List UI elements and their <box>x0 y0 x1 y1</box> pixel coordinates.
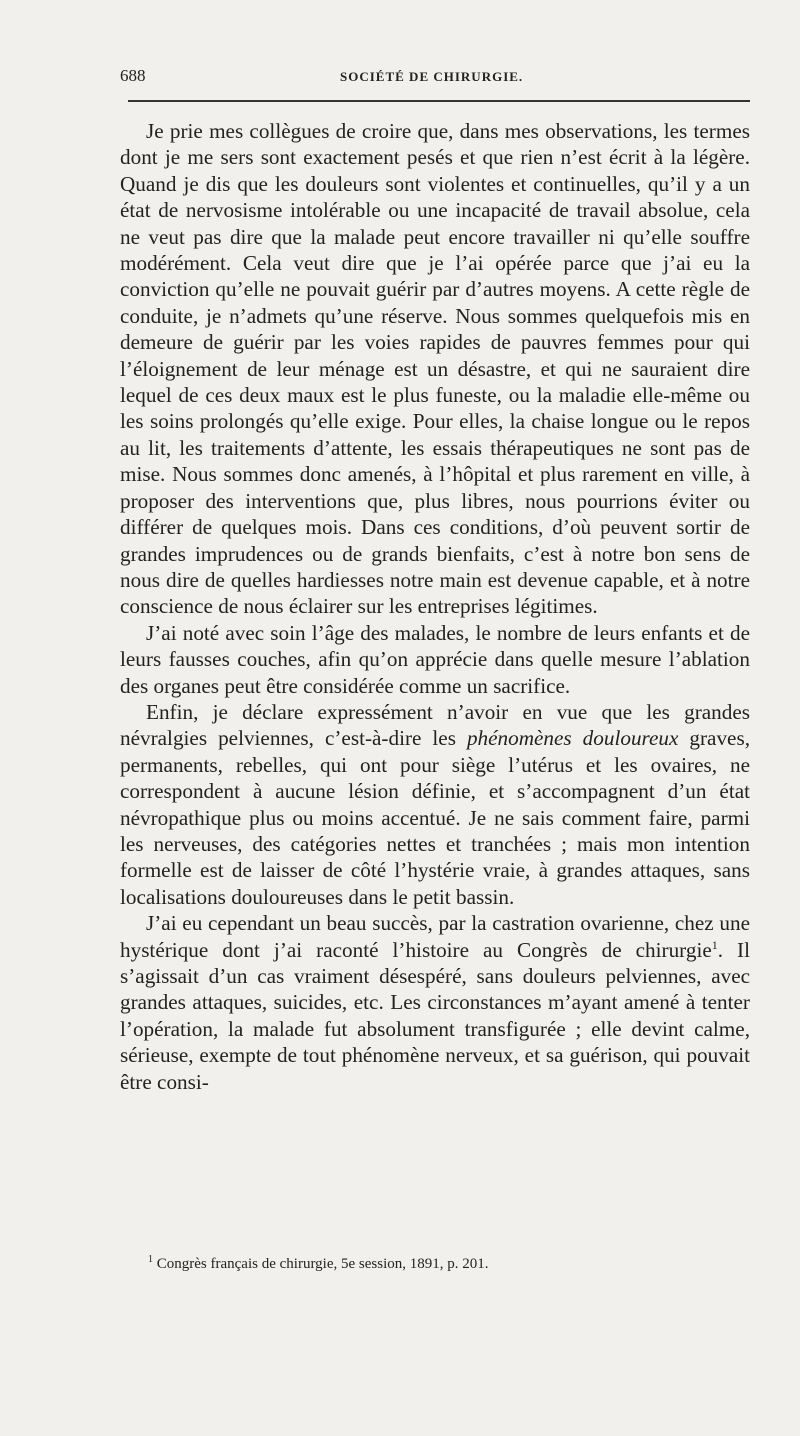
page-header <box>120 66 750 96</box>
paragraph-4-text-b: . Il s’agissait d’un cas vraiment désespéré, sans douleurs pelviennes, avec grandes attaques, suicides, etc. Les circonstances m’ayant amené à tenter l’opération, la malade fut absolument transfigurée ; elle devint calme, sérieuse, exempte de tout phénomène nerveux, et sa guérison, qui pouvait être consi- <box>120 937 750 1094</box>
paragraph-3-text-a: Enfin, je déclare expressément n’avoir en vue que les grandes névralgies pelviennes, c’est-à-dire les <box>120 699 750 751</box>
footnote <box>148 1256 748 1273</box>
paragraph-4 <box>120 910 750 1095</box>
paragraph-1: Je prie mes collègues de croire que, dans mes observations, les termes dont je me sers sont exactement pesés et que rien n’est écrit à la légère. Quand je dis que les douleurs sont violentes et continuelles, qu’il y a un état de nervosisme intolérable ou une incapacité de travail absolue, cela ne veut pas dire que la malade peut encore travailler ni qu’elle souffre modérément. Cela veut dire que je l’ai opérée parce que j’ai eu la conviction qu’elle ne pouvait guérir par d’autres moyens. A cette règle de conduite, je n’admets qu’une réserve. Nous sommes quelquefois mis en demeure de guérir par les voies rapides de pauvres femmes pour qui l’éloignement de leur ménage est un désastre, et qui ne sauraient dire lequel de ces deux maux est le plus funeste, ou la maladie elle-même ou les soins prolongés qu’elle exige. Pour elles, la chaise longue ou le repos au lit, les traitements d’attente, les essais thérapeutiques ne sont pas de mise. Nous sommes donc amenés, à l’hôpital et plus rarement en ville, à proposer des interventions que, plus libres, nous pourrions éviter ou différer de quelques mois. Dans ces conditions, d’où peuvent sortir de grandes imprudences ou de grands bienfaits, c’est à notre bon sens de nous dire de quelles hardiesses notre main est devenue capable, et à notre conscience de nous éclairer sur les entreprises légitimes. <box>120 119 750 619</box>
paragraph-3-text-b: graves, permanents, rebelles, qui ont pour siège l’utérus et les ovaires, ne correspondent à aucune lésion définie, et s’accompagnent d’un état névropathique plus ou moins accentué. Je ne sais comment faire, parmi les nerveuses, des catégories nettes et tranchées ; mais mon intention formelle est de laisser de côté l’hystérie vraie, à grandes attaques, sans localisations douloureuses dans le petit bassin. <box>120 726 750 909</box>
paragraph-2: J’ai noté avec soin l’âge des malades, le nombre de leurs enfants et de leurs fausses couches, afin qu’on apprécie dans quelle mesure l’ablation des organes peut être considérée comme un sacrifice. <box>120 620 750 698</box>
page-number: 688 <box>120 66 146 85</box>
running-head: SOCIÉTÉ DE CHIRURGIE. <box>340 69 524 84</box>
paragraph-3-italic: phénomènes douloureux <box>466 726 679 751</box>
footnote-text: Congrès français de chirurgie, 5e session, 1891, p. 201. <box>156 1256 489 1272</box>
footnote-mark: 1 <box>148 1254 153 1265</box>
header-rule <box>128 100 750 102</box>
paragraph-4-text-a: J’ai eu cependant un beau succès, par la castration ovarienne, chez une hystérique dont j’ai raconté l’histoire au Congrès de chirurgie <box>120 911 750 962</box>
body-text <box>120 118 750 1095</box>
paragraph-3 <box>120 699 750 910</box>
footnote-reference: 1 <box>711 937 718 952</box>
